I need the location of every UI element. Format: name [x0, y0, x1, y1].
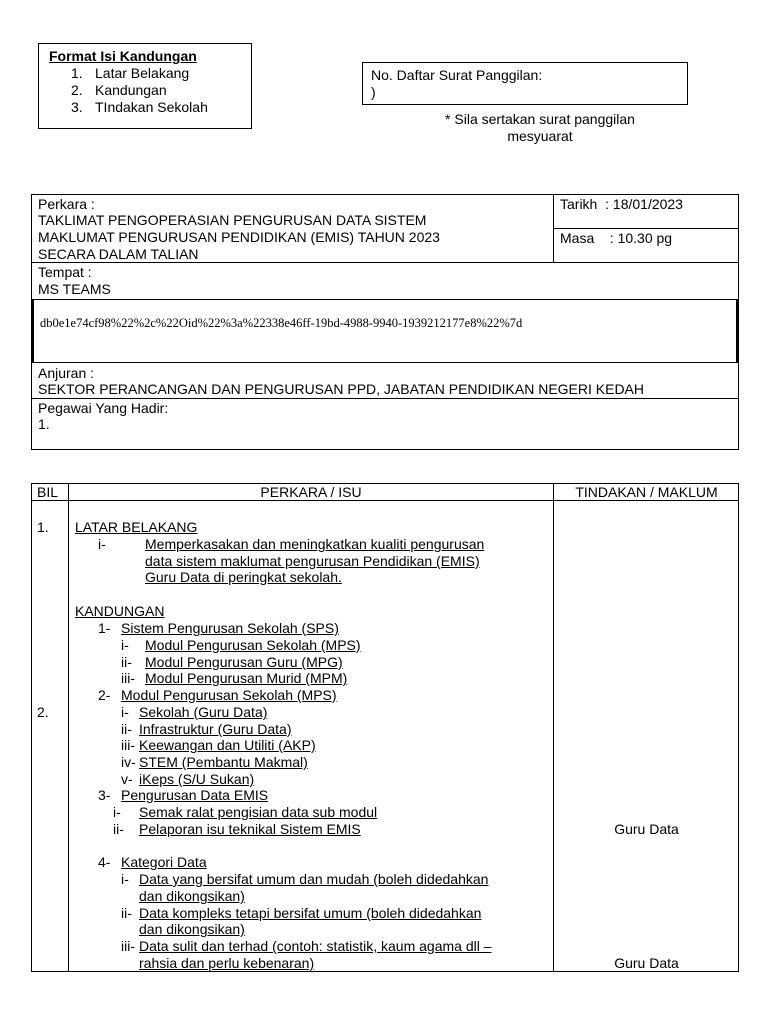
sub-item-num: iv-: [121, 754, 136, 770]
header-bil: BIL: [37, 484, 59, 500]
section-num: 2-: [98, 687, 111, 703]
sub-item-num: i-: [121, 704, 129, 720]
letter-number-value: ): [371, 84, 376, 100]
latar-text-line: Guru Data di peringkat sekolah.: [145, 569, 342, 585]
latar-text-line: Memperkasakan dan meningkatkan kualiti pengurusan: [145, 536, 485, 552]
letter-note-line: mesyuarat: [507, 127, 573, 144]
format-item-label: Latar Belakang: [95, 65, 190, 81]
bil-number: 2.: [37, 704, 49, 720]
section-num: 1-: [98, 620, 111, 636]
masa-field: Masa : 10.30 pg: [560, 230, 673, 246]
section-num: 3-: [98, 787, 111, 803]
sub-item-label: rahsia dan perlu kebenaran): [139, 955, 315, 971]
letter-note-line: * Sila sertakan surat panggilan: [445, 111, 635, 127]
tempat-label: Tempat :: [38, 264, 92, 280]
sub-item-label: Pelaporan isu teknikal Sistem EMIS: [139, 821, 361, 837]
latar-item-num: i-: [98, 536, 106, 552]
format-title: Format Isi Kandungan: [49, 48, 197, 64]
sub-item-label: Modul Pengurusan Sekolah (MPS): [145, 637, 361, 653]
sub-item-label: STEM (Pembantu Makmal): [139, 754, 308, 770]
sub-item-label: dan dikongsikan): [139, 888, 245, 904]
format-item-label: Kandungan: [95, 82, 167, 98]
section-title: Sistem Pengurusan Sekolah (SPS): [121, 620, 339, 636]
sub-item-label: Semak ralat pengisian data sub modul: [139, 804, 378, 820]
format-item-num: 1.: [71, 65, 83, 81]
sub-item-label: Data yang bersifat umum dan mudah (boleh didedahkan: [139, 871, 489, 887]
sub-item-num: ii-: [121, 905, 132, 921]
letter-number-box: [362, 62, 688, 105]
kandungan-heading: KANDUNGAN: [75, 603, 165, 619]
perkara-title-line: MAKLUMAT PENGURUSAN PENDIDIKAN (EMIS) TAHUN 2023: [38, 229, 440, 245]
section-title: Modul Pengurusan Sekolah (MPS): [121, 687, 337, 703]
pegawai-value: 1.: [38, 416, 50, 432]
section-title: Pengurusan Data EMIS: [121, 787, 269, 803]
divider: [31, 398, 739, 399]
perkara-title-line: SECARA DALAM TALIAN: [38, 246, 199, 262]
perkara-label: Perkara :: [38, 196, 95, 212]
format-item-num: 3.: [71, 99, 83, 115]
divider: [31, 299, 739, 300]
anjuran-label: Anjuran :: [38, 365, 95, 381]
sub-item-label: Modul Pengurusan Guru (MPG): [145, 654, 343, 670]
header-perkara: PERKARA / ISU: [260, 484, 362, 500]
pegawai-label: Pegawai Yang Hadir:: [38, 400, 169, 416]
tarikh-field: Tarikh : 18/01/2023: [560, 196, 683, 212]
sub-item-num: ii-: [113, 821, 124, 837]
sub-item-label: Data kompleks tetapi bersifat umum (boleh didedahkan: [139, 905, 482, 921]
tindakan-value: Guru Data: [614, 955, 679, 971]
sub-item-num: iii-: [121, 670, 135, 686]
perkara-title-line: TAKLIMAT PENGOPERASIAN PENGURUSAN DATA SISTEM: [38, 212, 427, 228]
format-item-label: TIndakan Sekolah: [95, 99, 208, 115]
sub-item-label: Keewangan dan Utiliti (AKP): [139, 737, 316, 753]
sub-item-label: Data sulit dan terhad (contoh: statistik, kaum agama dll –: [139, 938, 492, 954]
sub-item-num: iii-: [121, 938, 135, 954]
divider: [31, 362, 739, 363]
sub-item-label: iKeps (S/U Sukan): [139, 771, 255, 787]
letter-note: [380, 111, 700, 144]
sub-item-label: dan dikongsikan): [139, 921, 245, 937]
sub-item-num: i-: [113, 804, 121, 820]
sub-item-num: i-: [121, 637, 129, 653]
sub-item-num: ii-: [121, 654, 132, 670]
header-tindakan: TINDAKAN / MAKLUM: [575, 484, 718, 500]
sub-item-num: v-: [121, 771, 133, 787]
anjuran-value: SEKTOR PERANCANGAN DAN PENGURUSAN PPD, JABATAN PENDIDIKAN NEGERI KEDAH: [38, 381, 645, 397]
letter-number-label: No. Daftar Surat Panggilan:: [371, 67, 543, 83]
bil-number: 1.: [37, 519, 49, 535]
sub-item-num: iii-: [121, 737, 135, 753]
agenda-col-divider: [553, 483, 554, 972]
link-cell-left-edge: [31, 300, 34, 362]
meeting-link[interactable]: db0e1e74cf98%22%2c%22Oid%22%3a%22338e46ff-19bd-4988-9940-1939212177e8%22%7d: [40, 316, 523, 330]
tindakan-value: Guru Data: [614, 821, 679, 837]
latar-text-line: data sistem maklumat pengurusan Pendidikan (EMIS): [145, 553, 480, 569]
sub-item-label: Infrastruktur (Guru Data): [139, 721, 292, 737]
sub-item-num: i-: [121, 871, 129, 887]
sub-item-label: Sekolah (Guru Data): [139, 704, 268, 720]
tempat-value: MS TEAMS: [38, 281, 111, 297]
section-title: Kategori Data: [121, 854, 207, 870]
format-box: [38, 43, 252, 129]
format-item-num: 2.: [71, 82, 83, 98]
divider: [553, 228, 739, 229]
link-cell-right-edge: [736, 300, 739, 362]
agenda-col-divider: [68, 483, 69, 972]
section-num: 4-: [98, 854, 111, 870]
sub-item-num: ii-: [121, 721, 132, 737]
latar-heading: LATAR BELAKANG: [75, 519, 198, 535]
sub-item-label: Modul Pengurusan Murid (MPM): [145, 670, 348, 686]
